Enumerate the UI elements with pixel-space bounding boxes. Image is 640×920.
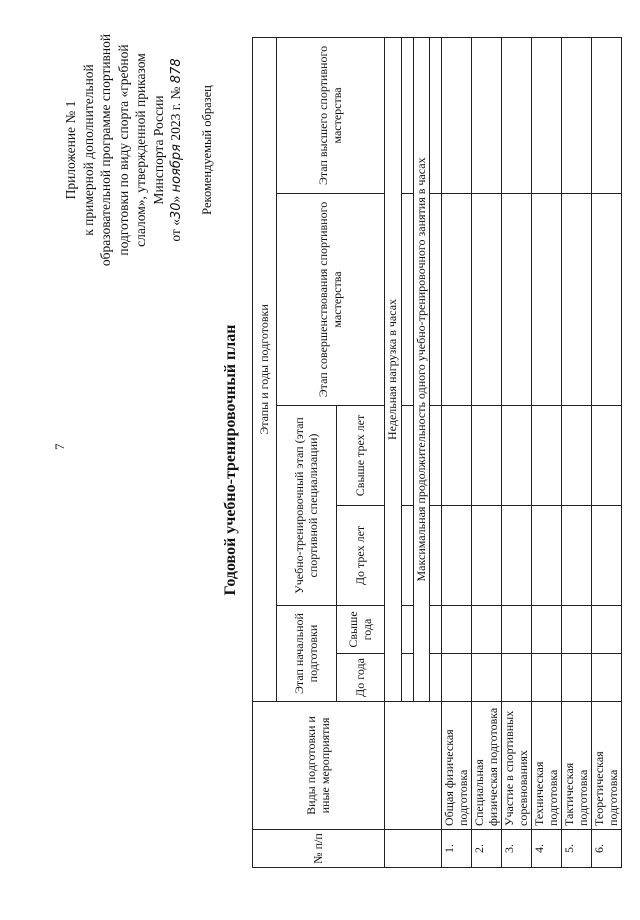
- table-row: [472, 37, 502, 867]
- value-cell: [532, 194, 562, 406]
- value-cell: [472, 506, 502, 606]
- value-cell: [472, 654, 502, 702]
- row-label: Тактическая подготовка: [562, 702, 592, 830]
- appendix-line: Минспорта России: [150, 95, 166, 205]
- value-cell: [502, 654, 532, 702]
- row-number: 2.: [472, 830, 502, 868]
- value-cell: [592, 37, 622, 193]
- value-cell: [532, 406, 562, 506]
- row-number: 5.: [562, 830, 592, 868]
- value-cell: [502, 194, 532, 406]
- value-cell: [592, 654, 622, 702]
- value-cell: [442, 506, 472, 606]
- col-header-initial-to-year: До года: [337, 654, 385, 702]
- row-label: Теоретическая подготовка: [592, 702, 622, 830]
- value-cell: [472, 194, 502, 406]
- value-cell: [401, 37, 413, 193]
- col-header-training-over3: Свыше трех лет: [337, 406, 385, 506]
- order-date-line: [167, 0, 186, 300]
- date-month-handwritten: ноября: [169, 143, 184, 193]
- value-cell: [532, 606, 562, 654]
- value-cell: [430, 506, 442, 606]
- col-header-improvement: Этап совершенствования спортивного мастерства: [277, 194, 385, 406]
- value-cell: [442, 37, 472, 193]
- col-header-stages: Этапы и годы подготовки: [253, 37, 277, 701]
- row-label: Участие в спортивных соревнованиях: [502, 702, 532, 830]
- blank-cell: [385, 830, 442, 868]
- row-number: 6.: [592, 830, 622, 868]
- blank-cell: [385, 702, 442, 830]
- value-cell: [442, 654, 472, 702]
- order-number-handwritten: 878: [169, 58, 184, 84]
- table-row: [562, 37, 592, 867]
- col-header-training-to3: До трех лет: [337, 506, 385, 606]
- value-cell: [401, 506, 413, 606]
- plan-title: Годовой учебно-тренировочный план: [222, 324, 239, 596]
- appendix-line: слалом», утвержденной приказом: [133, 53, 148, 247]
- value-cell: [430, 606, 442, 654]
- value-cell: [430, 406, 442, 506]
- table-row: [592, 37, 622, 867]
- date-mid: »: [168, 192, 183, 203]
- value-cell: [592, 194, 622, 406]
- value-cell: [502, 506, 532, 606]
- row-number: 3.: [502, 830, 532, 868]
- date-year: 2023 г. №: [168, 83, 183, 144]
- table-row: [442, 37, 472, 867]
- value-cell: [430, 654, 442, 702]
- value-cell: [532, 654, 562, 702]
- table-body: [442, 37, 622, 867]
- appendix-line: Приложение № 1: [63, 100, 78, 200]
- value-cell: [442, 194, 472, 406]
- value-cell: [472, 406, 502, 506]
- value-cell: [562, 654, 592, 702]
- max-duration-row: Максимальная продолжительность одного учебно-тренировочного занятия в часах: [413, 37, 430, 701]
- col-header-initial: Этап начальной подготовки: [277, 606, 337, 702]
- value-cell: [430, 37, 442, 193]
- appendix-line: подготовки по виду спорта «гребной: [115, 44, 131, 256]
- value-cell: [472, 37, 502, 193]
- col-header-highest: Этап высшего спортивного мастерства: [277, 37, 385, 193]
- value-cell: [401, 406, 413, 506]
- col-header-initial-over-year: Свыше года: [337, 606, 385, 654]
- page-number: 7: [52, 443, 67, 450]
- value-cell: [472, 606, 502, 654]
- col-header-num: № п/п: [253, 830, 385, 868]
- value-cell: [532, 506, 562, 606]
- col-header-training: Учебно-тренировочный этап (этап спортивной специализации): [277, 406, 337, 606]
- table-row: [502, 37, 532, 867]
- value-cell: [562, 194, 592, 406]
- training-plan-table: [252, 37, 622, 868]
- weekly-load-row: Недельная нагрузка в часах: [385, 37, 402, 701]
- value-cell: [562, 606, 592, 654]
- row-number: 4.: [532, 830, 562, 868]
- value-cell: [502, 406, 532, 506]
- value-cell: [592, 606, 622, 654]
- value-cell: [562, 506, 592, 606]
- table-row: [532, 37, 562, 867]
- value-cell: [442, 406, 472, 506]
- recommended-sample-note: Рекомендуемый образец: [200, 85, 214, 215]
- value-cell: [502, 37, 532, 193]
- row-label: Специальная физическая подготовка: [472, 702, 502, 830]
- header-row: [253, 37, 277, 867]
- value-cell: [401, 654, 413, 702]
- date-prefix: от «: [168, 219, 183, 242]
- row-label: Техническая подготовка: [532, 702, 562, 830]
- col-header-kinds: Виды подготовки и иные мероприятия: [253, 702, 385, 830]
- value-cell: [401, 606, 413, 654]
- date-day-handwritten: 30: [169, 202, 184, 220]
- section-row: [385, 37, 402, 867]
- appendix-line: образовательной программе спортивной: [98, 33, 113, 267]
- value-cell: [592, 506, 622, 606]
- row-number: 1.: [442, 830, 472, 868]
- value-cell: [532, 37, 562, 193]
- value-cell: [430, 194, 442, 406]
- value-cell: [401, 194, 413, 406]
- value-cell: [502, 606, 532, 654]
- value-cell: [562, 406, 592, 506]
- value-cell: [562, 37, 592, 193]
- appendix-line: к примерной дополнительной: [80, 64, 96, 236]
- appendix-block: [62, 0, 186, 300]
- row-label: Общая физическая подготовка: [442, 702, 472, 830]
- value-cell: [442, 606, 472, 654]
- value-cell: [592, 406, 622, 506]
